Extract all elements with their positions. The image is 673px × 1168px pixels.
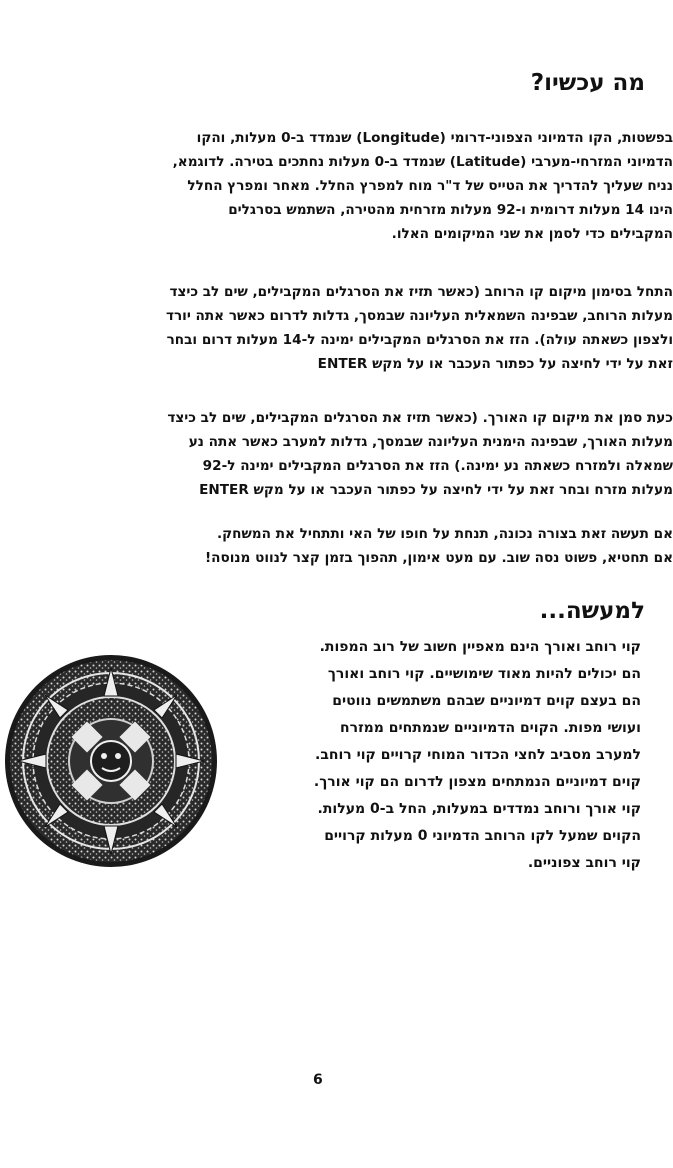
paragraph-longitude-steps bbox=[0, 406, 673, 502]
text-line: קוי רוחב צפוניים. bbox=[527, 855, 641, 871]
text-line: קוי רוחב ואורך הינם מאפיין חשוב של רוב המפות. bbox=[319, 639, 641, 655]
text-line: התחל בסימון מיקום קו הרוחב (כאשר תזיז את הסרגלים המקבילים, שים לב כיצד bbox=[169, 284, 673, 300]
text-line: מעלות האורך, שבפינה הימנית העליונה שבמסך, גדלות למערב כאשר אתה נע bbox=[188, 434, 673, 450]
paragraph-latitude-steps bbox=[0, 280, 673, 376]
section-heading-actually: למעשה... bbox=[539, 598, 645, 624]
text-line: הם בעצם קוים דמיוניים שבהם משתמשים נווטים bbox=[332, 693, 641, 709]
text-line: מעלות הרוחב, שבפינה השמאלית העליונה שבמסך, גדלות לדרום כאשר אתה יורד bbox=[165, 308, 673, 324]
text-line: הם יכולים להיות מאוד שימושיים. קוי רוחב ואורך bbox=[327, 666, 641, 682]
text-line: מעלות מזרח ובחר זאת על ידי לחיצה על כפתור העכבר או על מקש ENTER bbox=[199, 482, 673, 498]
text-line: הקוים שמעל לקו הרוחב הדמיוני 0 מעלות קרויים bbox=[324, 828, 641, 844]
text-line: הינו 14 מעלות דרומית ו-92 מעלות מזרחית מהטירה, השתמש בסרגלים bbox=[228, 202, 673, 218]
text-line: קוי אורך ורוחב נמדדים במעלות, החל ב-0 מעלות. bbox=[317, 801, 641, 817]
text-line: נניח שעליך להדריך את הטייס של ד"ר מוח למפרץ החלל. מאחר ומפרץ החלל bbox=[187, 178, 673, 194]
text-line: הדמיוני המזרחי-מערבי (Latitude) שנמדד ב-0 מעלות נחתכים בטירה. לדוגמא, bbox=[172, 154, 673, 170]
text-line: המקבילים כדי לסמן את שני המיקומים האלו. bbox=[391, 226, 673, 242]
text-line: ולצפון כשאתה עולה). הזז את הסרגלים המקבילים ימינה ל-14 מעלות דרום ובחר bbox=[166, 332, 673, 348]
paragraph-coordinates-intro bbox=[0, 126, 673, 246]
page-number: 6 bbox=[313, 1072, 323, 1088]
section-heading-now: מה עכשיו? bbox=[530, 70, 645, 96]
text-line: בפשטות, הקו הדמיוני הצפוני-דרומי (Longitude) שנמדד ב-0 מעלות, והקו bbox=[196, 130, 673, 146]
text-line: שמאלה ולמזרח כשאתה נע ימינה.) הזז את הסרגלים המקבילים ימינה ל-92 bbox=[202, 458, 673, 474]
text-line: זאת על ידי לחיצה על כפתור העכבר או על מקש ENTER bbox=[317, 356, 673, 372]
text-line: קוים דמיוניים הנמתחים מצפון לדרום הם קוי אורך. bbox=[313, 774, 641, 790]
paragraph-result bbox=[0, 522, 673, 570]
paragraph-latitude-longitude-facts bbox=[221, 634, 641, 877]
text-line: ועושי מפות. הקוים הדמיוניים שנמתחים ממזרח bbox=[340, 720, 641, 736]
text-line: כעת סמן את מיקום קו האורך. (כאשר תזיז את הסרגלים המקבילים, שים לב כיצד bbox=[167, 410, 673, 426]
aztec-calendar-stone-illustration bbox=[2, 652, 220, 870]
text-line: למערב מסביב לחצי הכדור המוחי קרויים קוי רוחב. bbox=[315, 747, 641, 763]
text-line: אם תעשה זאת בצורה נכונה, תנחת על חופו של האי ותתחיל את המשחק. bbox=[216, 526, 673, 542]
text-line: אם תחטיא, פשוט נסה שוב. עם מעט אימון, תהפוך בזמן קצר לנווט מנוסה! bbox=[204, 550, 673, 566]
